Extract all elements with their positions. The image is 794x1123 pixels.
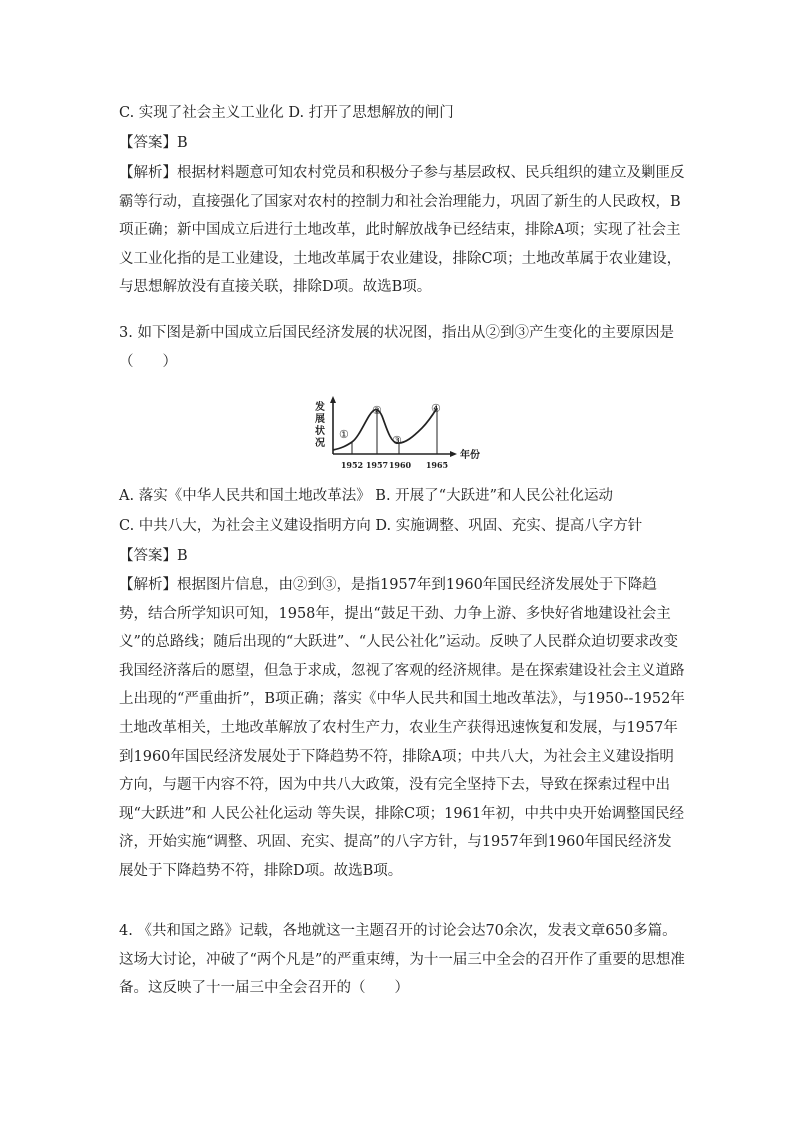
- x-axis-arrow: [450, 451, 457, 457]
- q3-stem: 3. 如下图是新中国成立后国民经济发展的状况图，指出从②到③产生变化的主要原因是: [119, 325, 674, 341]
- q2-answer: 【答案】B: [119, 135, 188, 151]
- marker-4: ④: [431, 402, 441, 415]
- ylabel-char: 状: [315, 426, 325, 437]
- tick-label: 1952: [340, 460, 364, 470]
- q3-answer: 【答案】B: [119, 548, 188, 564]
- tick-label: 1965: [425, 460, 449, 470]
- marker-3: ③: [392, 434, 402, 447]
- q3-analysis: 【解析】根据图片信息，由②到③，是指1957年到1960年国民经济发展处于下降趋势，结合所学知识可知，1958年，提出“鼓足干劲、力争上游、多快好省地建设社会主义”的总路线；随后出现的“大跃进”、“人民公社化”运动。反映了人民群众迫切要求改变我国经济落后的愿望，但急于求成，忽视了客观的经济规律。是在探索建设社会主义道路上出现的“严重曲折”，B项正确；落实《中华人民共和国土地改革法》，与1950--1952年土地改革相关，土地改革解放了农村生产力，农业生产获得迅速恢复和发展，与1957年到1960年国民经济发展处于下降趋势不符，排除A项；中共八大，为社会主义建设指明方向，与题干内容不符，因为中共八大政策，没有完全坚持下去，导致在探索过程中出现“大跃进”和 人民公社化运动 等失误，排除C项；1961年初，中共中央开始调整国民经济，开始实施“调整、巩固、充实、提高”的八字方针，与1957年到1960年国民经济发展处于下降趋势不符，排除D项。故选B项。: [119, 577, 685, 879]
- ylabel-char: 发: [315, 402, 325, 413]
- ylabel-char: 展: [315, 414, 325, 425]
- x-axis-label: 年份: [460, 450, 480, 461]
- q2-analysis: 【解析】根据材料题意可知农村党员和积极分子参与基层政权、民兵组织的建立及剿匪反霸等行动，直接强化了国家对农村的控制力和社会治理能力，巩固了新生的人民政权，B项正确；新中国成立后进行土地改革，此时解放战争已经结束，排除A项；实现了社会主义工业化指的是工业建设，土地改革属于农业建设，排除C项；土地改革属于农业建设，与思想解放没有直接关联，排除D项。故选B项。: [119, 165, 685, 296]
- q3-options-ab: A. 落实《中华人民共和国土地改革法》 B. 开展了“大跃进”和人民公社化运动: [119, 488, 613, 504]
- tick-label: 1957: [365, 460, 389, 470]
- q4-stem: 4. 《共和国之路》记载，各地就这一主题召开的讨论会达70余次，发表文章650多篇。这场大讨论，冲破了“两个凡是”的严重束缚，为十一届三中全会的召开作了重要的思想准备。这反映了十一届三中全会召开的（ ）: [119, 923, 685, 997]
- ylabel-char: 况: [315, 438, 325, 449]
- marker-1: ①: [339, 428, 349, 441]
- q2-options-cd: C. 实现了社会主义工业化 D. 打开了思想解放的闸门: [119, 105, 454, 121]
- tick-label: 1960: [388, 460, 412, 470]
- economy-development-figure: [312, 394, 498, 480]
- y-axis-arrow: [330, 396, 336, 403]
- marker-2: ②: [372, 404, 382, 417]
- q3-paren: （ ）: [119, 354, 177, 370]
- q3-options-cd: C. 中共八大，为社会主义建设指明方向 D. 实施调整、巩固、充实、提高八字方针: [119, 518, 643, 534]
